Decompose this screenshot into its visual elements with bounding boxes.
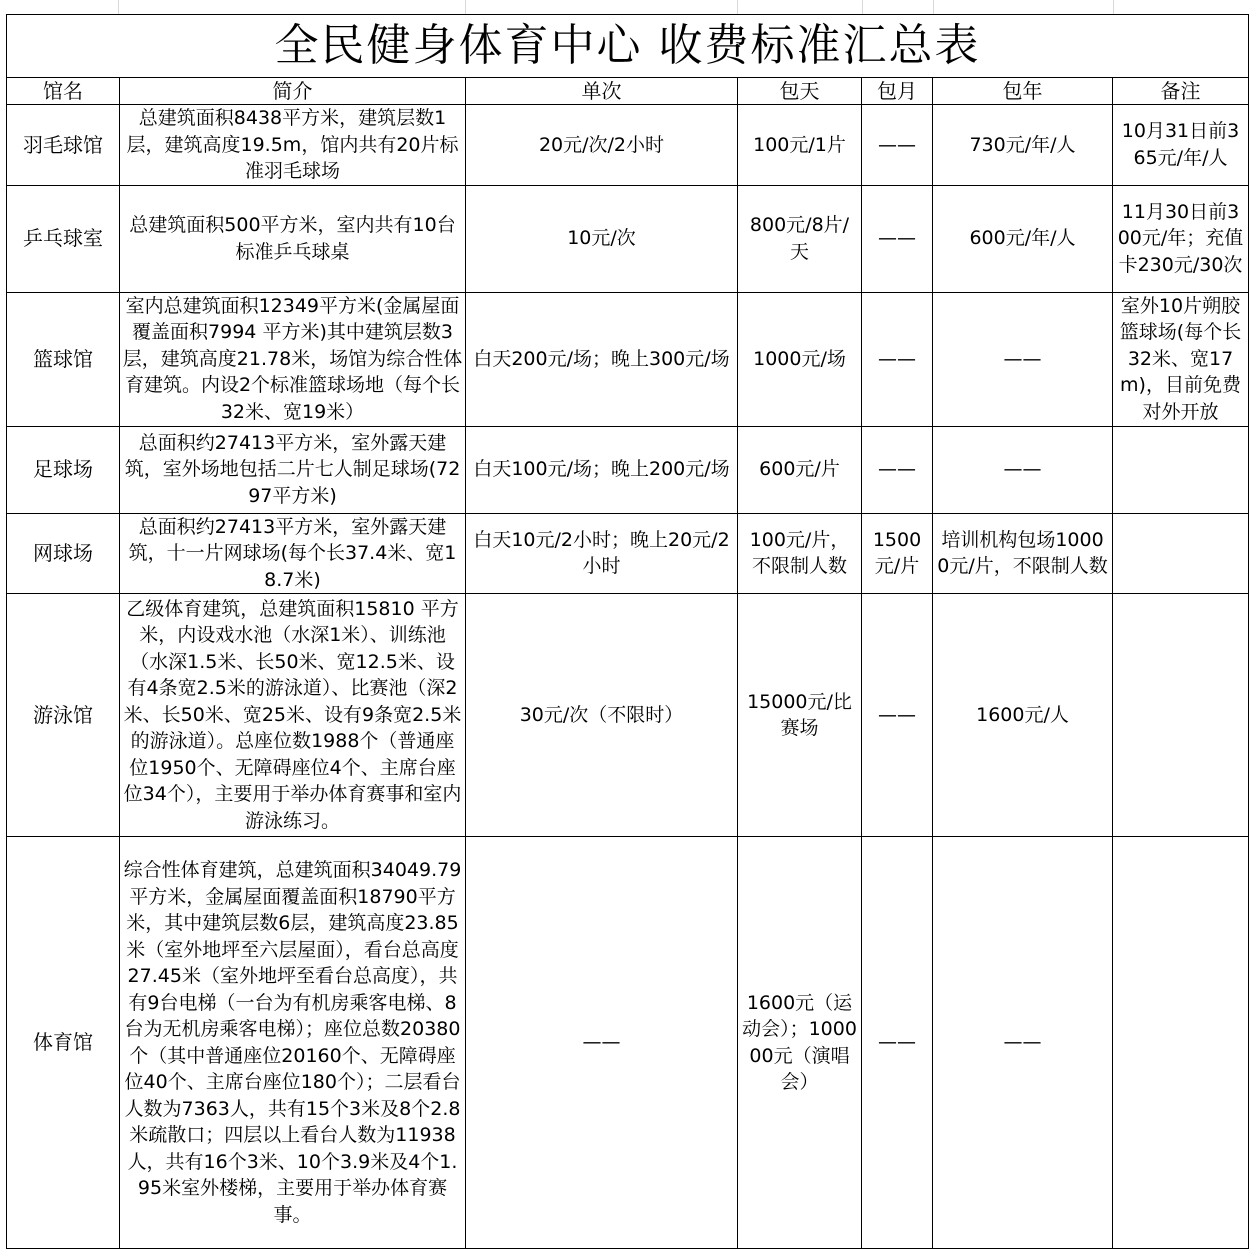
header-yearly[interactable]: 包年 bbox=[933, 78, 1113, 105]
fee-table bbox=[6, 14, 1249, 1249]
cell-yearly[interactable]: 培训机构包场10000元/片，不限制人数 bbox=[933, 513, 1113, 594]
table-row bbox=[7, 594, 1249, 837]
cell-name[interactable]: 游泳馆 bbox=[7, 594, 120, 837]
cell-note[interactable] bbox=[1113, 513, 1249, 594]
table-row bbox=[7, 185, 1249, 292]
cell-daily[interactable]: 1600元（运动会）；100000元（演唱会） bbox=[738, 837, 862, 1249]
cell-daily[interactable]: 15000元/比赛场 bbox=[738, 594, 862, 837]
cell-yearly[interactable]: 1600元/人 bbox=[933, 594, 1113, 837]
cell-note[interactable]: 室外10片朔胶篮球场(每个长32米、宽17m)，目前免费对外开放 bbox=[1113, 292, 1249, 426]
cell-single[interactable]: —— bbox=[466, 837, 738, 1249]
header-daily[interactable]: 包天 bbox=[738, 78, 862, 105]
cell-monthly[interactable]: —— bbox=[862, 594, 933, 837]
table-row bbox=[7, 105, 1249, 186]
cell-intro[interactable]: 总建筑面积500平方米，室内共有10台标准乒乓球桌 bbox=[120, 185, 466, 292]
cell-monthly[interactable]: —— bbox=[862, 426, 933, 513]
cell-daily[interactable]: 800元/8片/天 bbox=[738, 185, 862, 292]
cell-yearly[interactable]: —— bbox=[933, 426, 1113, 513]
cell-monthly[interactable]: 1500元/片 bbox=[862, 513, 933, 594]
cell-single[interactable]: 30元/次（不限时） bbox=[466, 594, 738, 837]
cell-single[interactable]: 白天10元/2小时；晚上20元/2小时 bbox=[466, 513, 738, 594]
cell-single[interactable]: 10元/次 bbox=[466, 185, 738, 292]
cell-intro[interactable]: 乙级体育建筑，总建筑面积15810 平方米，内设戏水池（水深1米）、训练池（水深1.5米、长50米、宽12.5米、设有4条宽2.5米的游泳道）、比赛池（深2米、长50米、宽25米、设有9条宽2.5米的游泳道）。总座位数1988个（普通座位1950个、无障碍座位4个、主席台座位34个），主要用于举办体育赛事和室内游泳练习。 bbox=[120, 594, 466, 837]
table-row bbox=[7, 426, 1249, 513]
cell-monthly[interactable]: —— bbox=[862, 292, 933, 426]
cell-name[interactable]: 篮球馆 bbox=[7, 292, 120, 426]
cell-name[interactable]: 足球场 bbox=[7, 426, 120, 513]
cell-intro[interactable]: 综合性体育建筑，总建筑面积34049.79平方米，金属屋面覆盖面积18790平方米，其中建筑层数6层，建筑高度23.85米（室外地坪至六层屋面），看台总高度27.45米（室外地坪至看台总高度），共有9台电梯（一台为有机房乘客电梯、8台为无机房乘客电梯）；座位总数20380个（其中普通座位20160个、无障碍座位40个、主席台座位180个）；二层看台人数为7363人，共有15个3米及8个2.8米疏散口；四层以上看台人数为11938人，共有16个3米、10个3.9米及4个1.95米室外楼梯，主要用于举办体育赛事。 bbox=[120, 837, 466, 1249]
header-name[interactable]: 馆名 bbox=[7, 78, 120, 105]
cell-yearly[interactable]: —— bbox=[933, 837, 1113, 1249]
cell-note[interactable] bbox=[1113, 426, 1249, 513]
cell-intro[interactable]: 室内总建筑面积12349平方米(金属屋面覆盖面积7994 平方米)其中建筑层数3层，建筑高度21.78米，场馆为综合性体育建筑。内设2个标准篮球场地（每个长32米、宽19米） bbox=[120, 292, 466, 426]
cell-name[interactable]: 乒乓球室 bbox=[7, 185, 120, 292]
cell-name[interactable]: 体育馆 bbox=[7, 837, 120, 1249]
table-row bbox=[7, 513, 1249, 594]
cell-yearly[interactable]: —— bbox=[933, 292, 1113, 426]
cell-note[interactable]: 10月31日前365元/年/人 bbox=[1113, 105, 1249, 186]
cell-note[interactable] bbox=[1113, 594, 1249, 837]
cell-monthly[interactable]: —— bbox=[862, 837, 933, 1249]
header-intro[interactable]: 简介 bbox=[120, 78, 466, 105]
cell-intro[interactable]: 总面积约27413平方米，室外露天建筑，十一片网球场(每个长37.4米、宽18.7米) bbox=[120, 513, 466, 594]
cell-note[interactable]: 11月30日前300元/年；充值卡230元/30次 bbox=[1113, 185, 1249, 292]
header-row bbox=[7, 78, 1249, 105]
cell-intro[interactable]: 总建筑面积8438平方米，建筑层数1层，建筑高度19.5m，馆内共有20片标准羽毛球场 bbox=[120, 105, 466, 186]
table-title[interactable]: 全民健身体育中心 收费标准汇总表 bbox=[7, 15, 1249, 78]
cell-daily[interactable]: 100元/1片 bbox=[738, 105, 862, 186]
cell-note[interactable] bbox=[1113, 837, 1249, 1249]
cell-single[interactable]: 白天200元/场；晚上300元/场 bbox=[466, 292, 738, 426]
cell-intro[interactable]: 总面积约27413平方米，室外露天建筑，室外场地包括二片七人制足球场(7297平方米) bbox=[120, 426, 466, 513]
table-row bbox=[7, 292, 1249, 426]
cell-monthly[interactable]: —— bbox=[862, 105, 933, 186]
cell-name[interactable]: 羽毛球馆 bbox=[7, 105, 120, 186]
cell-single[interactable]: 白天100元/场；晚上200元/场 bbox=[466, 426, 738, 513]
cell-monthly[interactable]: —— bbox=[862, 185, 933, 292]
cell-single[interactable]: 20元/次/2小时 bbox=[466, 105, 738, 186]
cell-name[interactable]: 网球场 bbox=[7, 513, 120, 594]
cell-daily[interactable]: 600元/片 bbox=[738, 426, 862, 513]
cell-daily[interactable]: 1000元/场 bbox=[738, 292, 862, 426]
cell-yearly[interactable]: 730元/年/人 bbox=[933, 105, 1113, 186]
header-note[interactable]: 备注 bbox=[1113, 78, 1249, 105]
cell-daily[interactable]: 100元/片，不限制人数 bbox=[738, 513, 862, 594]
header-single[interactable]: 单次 bbox=[466, 78, 738, 105]
table-row bbox=[7, 837, 1249, 1249]
header-monthly[interactable]: 包月 bbox=[862, 78, 933, 105]
cell-yearly[interactable]: 600元/年/人 bbox=[933, 185, 1113, 292]
